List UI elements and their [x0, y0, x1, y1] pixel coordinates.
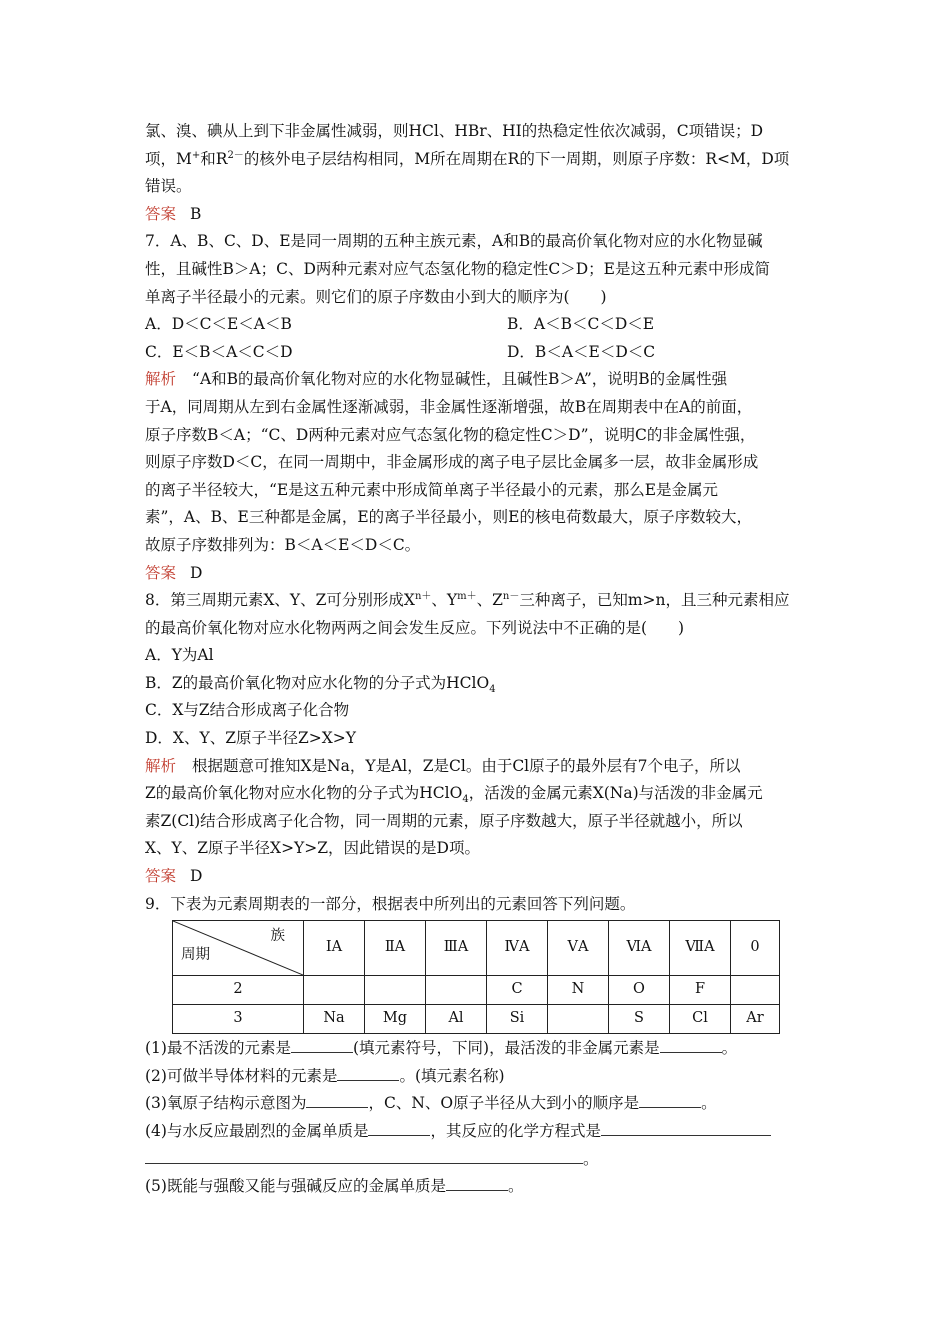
period-cell: 3 — [173, 1005, 304, 1034]
element-cell — [426, 976, 487, 1005]
sub-question-3: (3)氧原子结构示意图为 ，C、N、O原子半径从大到小的顺序是 。 — [145, 1090, 815, 1118]
text-line: X、Y、Z原子半径X>Y>Z，因此错误的是D项。 — [145, 839, 480, 858]
group-header: ⅥA — [609, 921, 670, 976]
element-cell: N — [548, 976, 609, 1005]
document-page — [145, 118, 815, 1201]
element-cell: C — [487, 976, 548, 1005]
answer-blank[interactable] — [291, 1036, 353, 1053]
corner-label-group: 族 — [270, 928, 285, 945]
element-cell: O — [609, 976, 670, 1005]
question-7-stem: 7．A、B、C、D、E是同一周期的五种主族元素，A和B的最高价氧化物对应的水化物显碱 — [145, 232, 763, 251]
sub-question-4: (4)与水反应最剧烈的金属单质是 ，其反应的化学方程式是 — [145, 1118, 815, 1146]
table-row — [173, 976, 780, 1005]
element-cell: Cl — [670, 1005, 731, 1034]
element-cell: Si — [487, 1005, 548, 1034]
sub-question-5: (5)既能与强酸又能与强碱反应的金属单质是 。 — [145, 1173, 815, 1201]
group-header: ⅡA — [365, 921, 426, 976]
text-line: 素”，A、B、E三种都是金属，E的离子半径最小，则E的核电荷数最大，原子序数较大， — [145, 508, 752, 527]
answer-blank[interactable] — [145, 1147, 583, 1164]
element-cell — [731, 976, 780, 1005]
element-cell: Al — [426, 1005, 487, 1034]
element-cell: Mg — [365, 1005, 426, 1034]
option-a: A．Y为Al — [145, 646, 214, 665]
option-b: B．Z的最高价氧化物对应水化物的分子式为HClO$_4$ — [145, 673, 496, 695]
element-cell: F — [670, 976, 731, 1005]
group-header: ⅠA — [304, 921, 365, 976]
answer-line — [145, 201, 815, 229]
analysis-line: 解析 “A和B的最高价氧化物对应的水化物显碱性，且碱性B＞A”，说明B的金属性强 — [145, 370, 728, 389]
group-header: ⅦA — [670, 921, 731, 976]
option-c: C．X与Z结合形成离子化合物 — [145, 701, 350, 720]
text-line: 则原子序数D＜C，在同一周期中，非金属形成的离子电子层比金属多一层，故非金属形成 — [145, 453, 759, 472]
text-line: 故原子序数排列为：B＜A＜E＜D＜C。 — [145, 535, 421, 554]
option-b: B．A＜B＜C＜D＜E — [507, 315, 655, 334]
option-c: C．E＜B＜A＜C＜D — [145, 342, 293, 361]
answer-label: 答案 — [145, 563, 177, 582]
analysis-label: 解析 — [145, 756, 177, 775]
question-9-stem: 9．下表为元素周期表的一部分，根据表中所列出的元素回答下列问题。 — [145, 894, 636, 913]
group-header: ⅤA — [548, 921, 609, 976]
answer-label: 答案 — [145, 867, 177, 886]
answer-blank[interactable] — [601, 1119, 771, 1136]
text-line: 的离子半径较大，“E是这五种元素中形成简单离子半径最小的元素，那么E是金属元 — [145, 480, 719, 499]
question-8-stem: 8．第三周期元素X、Y、Z可分别形成$X^{n+}$、$Y^{m+}$、$Z^{n-}$三种离子，已知m>n，且三种元素相应 — [145, 590, 790, 610]
analysis-label: 解析 — [145, 370, 177, 389]
answer-value: D — [190, 563, 203, 582]
options-row — [145, 339, 815, 367]
text-line: 的最高价氧化物对应水化物两两之间会发生反应。下列说法中不正确的是( ) — [145, 618, 685, 637]
text-line: 素Z(Cl)结合形成离子化合物，同一周期的元素，原子序数越大，原子半径就越小，所以 — [145, 811, 743, 830]
element-cell — [304, 976, 365, 1005]
answer-blank[interactable] — [337, 1064, 399, 1081]
sub-question-1: (1)最不活泼的元素是 (填元素符号，下同)，最活泼的非金属元素是 。 — [145, 1035, 815, 1063]
option-d: D．X、Y、Z原子半径Z>X>Y — [145, 729, 356, 748]
group-header: ⅣA — [487, 921, 548, 976]
element-cell — [365, 976, 426, 1005]
text-line: 于A，同周期从左到右金属性逐渐减弱，非金属性逐渐增强，故B在周期表中在A的前面， — [145, 397, 753, 416]
answer-blank[interactable] — [306, 1091, 368, 1108]
text-line: 单离子半径最小的元素。则它们的原子序数由小到大的顺序为( ) — [145, 287, 607, 306]
answer-blank[interactable] — [446, 1174, 508, 1191]
table-row — [173, 1005, 780, 1034]
answer-line — [145, 863, 815, 891]
answer-blank[interactable] — [660, 1036, 722, 1053]
text-line: Z的最高价氧化物对应水化物的分子式为HClO$_4$，活泼的金属元素X(Na)与活泼的非金属元 — [145, 784, 763, 806]
answer-value: B — [190, 204, 202, 223]
option-a: A．D＜C＜E＜A＜B — [145, 315, 292, 334]
element-cell: S — [609, 1005, 670, 1034]
period-cell: 2 — [173, 976, 304, 1005]
periodic-table — [172, 920, 780, 1034]
text-line: 项，M+和$R^{2-}$的核外电子层结构相同，M所在周期在R的下一周期，则原子序数：R<M，D项 — [145, 149, 790, 168]
options-row — [145, 311, 815, 339]
corner-label-period: 周期 — [181, 946, 210, 963]
sub-question-2: (2)可做半导体材料的元素是 。(填元素名称) — [145, 1063, 815, 1091]
text-line: 性，且碱性B＞A；C、D两种元素对应气态氢化物的稳定性C＞D；E是这五种元素中形成简 — [145, 259, 770, 278]
table-corner-cell — [173, 921, 304, 976]
group-header: ⅢA — [426, 921, 487, 976]
option-d: D．B＜A＜E＜D＜C — [507, 342, 656, 361]
answer-value: D — [190, 867, 203, 886]
group-header: 0 — [731, 921, 780, 976]
element-cell: Ar — [731, 1005, 780, 1034]
sub-question-4-continued: 。 — [145, 1146, 815, 1174]
element-cell: Na — [304, 1005, 365, 1034]
answer-line — [145, 560, 815, 588]
answer-label: 答案 — [145, 204, 177, 223]
text-line: 错误。 — [145, 177, 192, 196]
text-line: 氯、溴、碘从上到下非金属性减弱，则HCl、HBr、HI的热稳定性依次减弱，C项错误；D — [145, 122, 764, 140]
answer-blank[interactable] — [639, 1091, 701, 1108]
analysis-line: 解析 根据题意可推知X是Na，Y是Al，Z是Cl。由于Cl原子的最外层有7个电子，所以 — [145, 756, 741, 775]
answer-blank[interactable] — [368, 1119, 430, 1136]
text-line: 原子序数B＜A；“C、D两种元素对应气态氢化物的稳定性C＞D”，说明C的非金属性强， — [145, 425, 756, 444]
element-cell — [548, 1005, 609, 1034]
